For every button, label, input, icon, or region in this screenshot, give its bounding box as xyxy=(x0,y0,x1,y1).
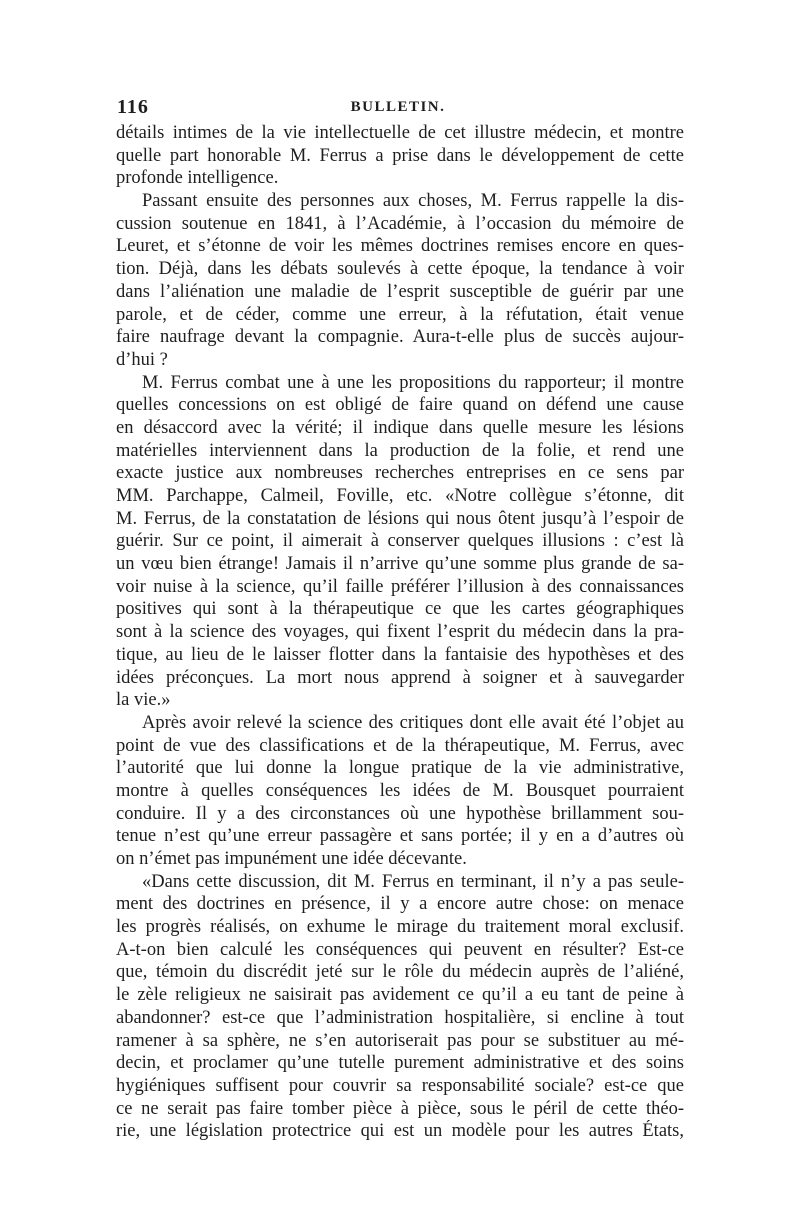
text-line: on n’émet pas impunément une idée décevante. xyxy=(116,849,467,869)
text-line: matérielles interviennent dans la production de la folie, et rend une xyxy=(116,440,684,461)
text-line: decin, et proclamer qu’une tutelle purement administrative et des soins xyxy=(116,1053,684,1074)
text-line: ment des doctrines en présence, il y a encore autre chose: on menace xyxy=(116,894,684,915)
text-line: parole, et de céder, comme une erreur, à la réfutation, était venue xyxy=(116,304,684,325)
text-line: Après avoir relevé la science des critiques dont elle avait été l’objet au xyxy=(142,712,684,733)
text-line: «Dans cette discussion, dit M. Ferrus en terminant, il n’y a pas seule- xyxy=(142,871,684,892)
text-line: point de vue des classifications et de la thérapeutique, M. Ferrus, avec xyxy=(116,735,684,756)
text-line: sont à la science des voyages, qui fixent l’esprit du médecin dans la pra- xyxy=(116,622,684,643)
text-line: M. Ferrus combat une à une les propositions du rapporteur; il montre xyxy=(142,372,684,393)
text-line: hygiéniques suffisent pour couvrir sa responsabilité sociale? est-ce que xyxy=(116,1075,684,1096)
text-line: en désaccord avec la vérité; il indique dans quelle mesure les lésions xyxy=(116,417,684,438)
text-line: tique, au lieu de le laisser flotter dans la fantaisie des hypothèses et des xyxy=(116,644,684,665)
text-line: guérir. Sur ce point, il aimerait à conserver quelques illusions : c’est là xyxy=(116,531,684,552)
text-line: Leuret, et s’étonne de voir les mêmes doctrines remises encore en ques- xyxy=(116,236,684,257)
text-line: détails intimes de la vie intellectuelle de cet illustre médecin, et montre xyxy=(116,123,684,143)
page-header xyxy=(117,96,679,122)
text-line: Passant ensuite des personnes aux choses, M. Ferrus rappelle la dis- xyxy=(142,191,684,212)
text-line: conduire. Il y a des circonstances où une hypothèse brillamment sou- xyxy=(116,803,684,824)
text-line: ce ne serait pas faire tomber pièce à pièce, sous le péril de cette théo- xyxy=(116,1098,684,1119)
text-line: tenue n’est qu’une erreur passagère et sans portée; il y en a d’autres où xyxy=(116,826,684,847)
text-line: MM. Parchappe, Calmeil, Foville, etc. «Notre collègue s’étonne, dit xyxy=(116,486,684,506)
text-line: que, témoin du discrédit jeté sur le rôle du médecin auprès de l’aliéné, xyxy=(116,962,684,983)
text-line: les progrès réalisés, on exhume le mirage du traitement moral exclusif. xyxy=(116,917,684,938)
text-line: dans l’aliénation une maladie de l’esprit susceptible de guérir par une xyxy=(116,281,684,302)
text-line: d’hui ? xyxy=(116,349,168,370)
text-line: ramener à sa sphère, ne s’en autoriserait pas pour se substituer au mé- xyxy=(116,1030,684,1051)
text-line: M. Ferrus, de la constatation de lésions qui nous ôtent jusqu’à l’espoir de xyxy=(116,508,684,529)
text-line: profonde intelligence. xyxy=(116,168,279,189)
text-line: exacte justice aux nombreuses recherches entreprises en ce sens par xyxy=(116,463,684,484)
running-title: BULLETIN. xyxy=(350,99,446,115)
text-line: A-t-on bien calculé les conséquences qui peuvent en résulter? Est-ce xyxy=(116,939,684,960)
text-line: positives qui sont à la thérapeutique ce que les cartes géographiques xyxy=(116,599,684,620)
text-line: cussion soutenue en 1841, à l’Académie, à l’occasion du mémoire de xyxy=(116,213,684,234)
text-line: idées préconçues. La mort nous apprend à soigner et à sauvegarder xyxy=(116,667,684,688)
text-line: quelle part honorable M. Ferrus a prise dans le développement de cette xyxy=(116,145,684,166)
text-line: rie, une législation protectrice qui est un modèle pour les autres États, xyxy=(116,1121,684,1142)
text-line: tion. Déjà, dans les débats soulevés à cette époque, la tendance à voir xyxy=(116,259,684,280)
text-line: quelles concessions on est obligé de faire quand on défend une cause xyxy=(116,395,684,416)
page-number: 116 xyxy=(117,96,149,118)
text-line: la vie.» xyxy=(116,690,171,711)
text-line: montre à quelles conséquences les idées de M. Bousquet pourraient xyxy=(116,780,684,801)
text-line: voir nuise à la science, qu’il faille préférer l’illusion à des connaissances xyxy=(116,576,684,597)
body-text xyxy=(116,122,684,1143)
text-line: abandonner? est-ce que l’administration hospitalière, si encline à tout xyxy=(116,1007,684,1028)
text-line: l’autorité que lui donne la longue pratique de la vie administrative, xyxy=(116,758,684,779)
text-line: faire naufrage devant la compagnie. Aura-t-elle plus de succès aujour- xyxy=(116,327,684,348)
text-line: le zèle religieux ne saisirait pas avidement ce qu’il a eu tant de peine à xyxy=(116,985,684,1006)
text-line: un vœu bien étrange! Jamais il n’arrive qu’une somme plus grande de sa- xyxy=(116,554,684,575)
